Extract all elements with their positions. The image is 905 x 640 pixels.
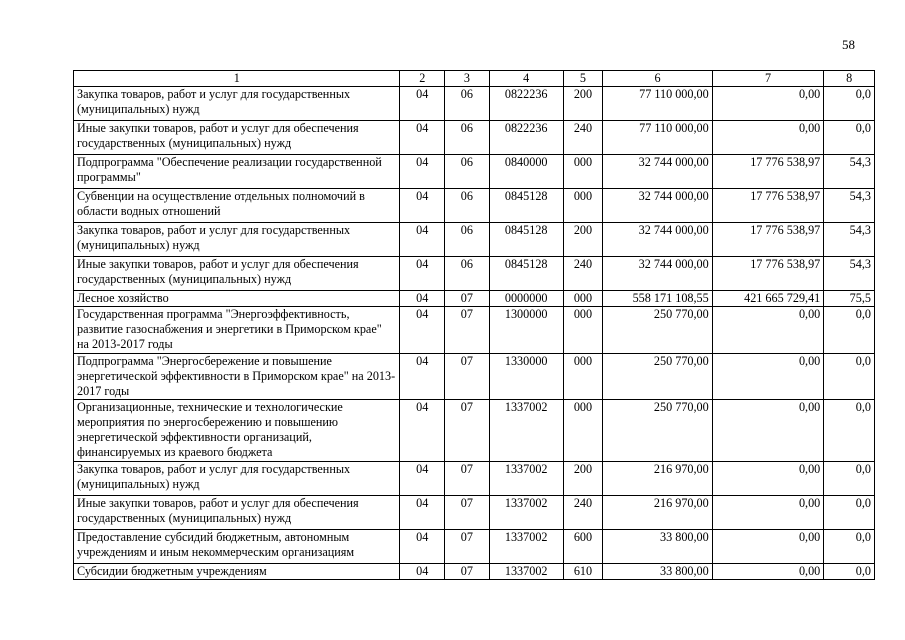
row-name-cell: Иные закупки товаров, работ и услуг для обеспечения государственных (муниципальных) нужд bbox=[74, 121, 400, 155]
column-header: 5 bbox=[563, 71, 603, 87]
table-row bbox=[74, 155, 875, 189]
target-code-cell: 1337002 bbox=[489, 400, 563, 462]
expense-type-cell: 240 bbox=[563, 121, 603, 155]
row-name-cell: Подпрограмма "Обеспечение реализации государственной программы" bbox=[74, 155, 400, 189]
target-code-cell: 0845128 bbox=[489, 257, 563, 291]
table-row bbox=[74, 462, 875, 496]
planned-amount-cell: 250 770,00 bbox=[603, 354, 713, 400]
subsection-code-cell: 07 bbox=[445, 496, 490, 530]
column-header: 6 bbox=[603, 71, 713, 87]
section-code-cell: 04 bbox=[400, 462, 445, 496]
subsection-code-cell: 07 bbox=[445, 354, 490, 400]
column-header: 8 bbox=[824, 71, 875, 87]
target-code-cell: 1337002 bbox=[489, 496, 563, 530]
planned-amount-cell: 250 770,00 bbox=[603, 400, 713, 462]
table-row bbox=[74, 291, 875, 307]
column-header: 1 bbox=[74, 71, 400, 87]
row-name-cell: Лесное хозяйство bbox=[74, 291, 400, 307]
table-row bbox=[74, 530, 875, 564]
expense-type-cell: 000 bbox=[563, 291, 603, 307]
budget-table bbox=[73, 70, 875, 580]
expense-type-cell: 000 bbox=[563, 354, 603, 400]
subsection-code-cell: 07 bbox=[445, 307, 490, 354]
executed-amount-cell: 0,00 bbox=[712, 307, 824, 354]
section-code-cell: 04 bbox=[400, 496, 445, 530]
percent-cell: 54,3 bbox=[824, 257, 875, 291]
target-code-cell: 1337002 bbox=[489, 530, 563, 564]
section-code-cell: 04 bbox=[400, 223, 445, 257]
table-row bbox=[74, 354, 875, 400]
planned-amount-cell: 32 744 000,00 bbox=[603, 257, 713, 291]
row-name-cell: Закупка товаров, работ и услуг для государственных (муниципальных) нужд bbox=[74, 87, 400, 121]
subsection-code-cell: 06 bbox=[445, 223, 490, 257]
planned-amount-cell: 32 744 000,00 bbox=[603, 155, 713, 189]
planned-amount-cell: 33 800,00 bbox=[603, 564, 713, 580]
percent-cell: 0,0 bbox=[824, 564, 875, 580]
executed-amount-cell: 0,00 bbox=[712, 121, 824, 155]
row-name-cell: Субвенции на осуществление отдельных полномочий в области водных отношений bbox=[74, 189, 400, 223]
section-code-cell: 04 bbox=[400, 87, 445, 121]
target-code-cell: 0000000 bbox=[489, 291, 563, 307]
subsection-code-cell: 06 bbox=[445, 189, 490, 223]
section-code-cell: 04 bbox=[400, 354, 445, 400]
table-row bbox=[74, 400, 875, 462]
table-row bbox=[74, 307, 875, 354]
subsection-code-cell: 07 bbox=[445, 291, 490, 307]
table-row bbox=[74, 257, 875, 291]
expense-type-cell: 000 bbox=[563, 400, 603, 462]
row-name-cell: Иные закупки товаров, работ и услуг для обеспечения государственных (муниципальных) нужд bbox=[74, 257, 400, 291]
executed-amount-cell: 0,00 bbox=[712, 87, 824, 121]
subsection-code-cell: 07 bbox=[445, 564, 490, 580]
expense-type-cell: 240 bbox=[563, 496, 603, 530]
expense-type-cell: 240 bbox=[563, 257, 603, 291]
row-name-cell: Предоставление субсидий бюджетным, автономным учреждениям и иным некоммерческим организациям bbox=[74, 530, 400, 564]
executed-amount-cell: 0,00 bbox=[712, 496, 824, 530]
percent-cell: 0,0 bbox=[824, 121, 875, 155]
row-name-cell: Иные закупки товаров, работ и услуг для обеспечения государственных (муниципальных) нужд bbox=[74, 496, 400, 530]
section-code-cell: 04 bbox=[400, 307, 445, 354]
subsection-code-cell: 07 bbox=[445, 400, 490, 462]
subsection-code-cell: 07 bbox=[445, 462, 490, 496]
header-row bbox=[74, 71, 875, 87]
section-code-cell: 04 bbox=[400, 257, 445, 291]
section-code-cell: 04 bbox=[400, 189, 445, 223]
table-row bbox=[74, 121, 875, 155]
target-code-cell: 0822236 bbox=[489, 87, 563, 121]
percent-cell: 0,0 bbox=[824, 354, 875, 400]
percent-cell: 0,0 bbox=[824, 462, 875, 496]
section-code-cell: 04 bbox=[400, 530, 445, 564]
planned-amount-cell: 32 744 000,00 bbox=[603, 223, 713, 257]
planned-amount-cell: 250 770,00 bbox=[603, 307, 713, 354]
executed-amount-cell: 17 776 538,97 bbox=[712, 223, 824, 257]
target-code-cell: 0845128 bbox=[489, 189, 563, 223]
subsection-code-cell: 07 bbox=[445, 530, 490, 564]
planned-amount-cell: 32 744 000,00 bbox=[603, 189, 713, 223]
percent-cell: 0,0 bbox=[824, 307, 875, 354]
executed-amount-cell: 17 776 538,97 bbox=[712, 155, 824, 189]
row-name-cell: Субсидии бюджетным учреждениям bbox=[74, 564, 400, 580]
executed-amount-cell: 17 776 538,97 bbox=[712, 257, 824, 291]
row-name-cell: Закупка товаров, работ и услуг для государственных (муниципальных) нужд bbox=[74, 223, 400, 257]
subsection-code-cell: 06 bbox=[445, 155, 490, 189]
subsection-code-cell: 06 bbox=[445, 121, 490, 155]
expense-type-cell: 000 bbox=[563, 189, 603, 223]
table-row bbox=[74, 189, 875, 223]
row-name-cell: Закупка товаров, работ и услуг для государственных (муниципальных) нужд bbox=[74, 462, 400, 496]
expense-type-cell: 610 bbox=[563, 564, 603, 580]
expense-type-cell: 200 bbox=[563, 87, 603, 121]
target-code-cell: 1337002 bbox=[489, 564, 563, 580]
row-name-cell: Подпрограмма "Энергосбережение и повышение энергетической эффективности в Приморском крае" на 2013-2017 годы bbox=[74, 354, 400, 400]
percent-cell: 0,0 bbox=[824, 496, 875, 530]
planned-amount-cell: 558 171 108,55 bbox=[603, 291, 713, 307]
target-code-cell: 1330000 bbox=[489, 354, 563, 400]
percent-cell: 0,0 bbox=[824, 400, 875, 462]
row-name-cell: Государственная программа "Энергоэффективность, развитие газоснабжения и энергетики в Приморском крае" на 2013-2017 годы bbox=[74, 307, 400, 354]
executed-amount-cell: 0,00 bbox=[712, 564, 824, 580]
page-number: 58 bbox=[842, 37, 855, 52]
executed-amount-cell: 0,00 bbox=[712, 400, 824, 462]
planned-amount-cell: 216 970,00 bbox=[603, 496, 713, 530]
subsection-code-cell: 06 bbox=[445, 87, 490, 121]
table-row bbox=[74, 223, 875, 257]
executed-amount-cell: 0,00 bbox=[712, 462, 824, 496]
expense-type-cell: 200 bbox=[563, 462, 603, 496]
table-row bbox=[74, 496, 875, 530]
section-code-cell: 04 bbox=[400, 121, 445, 155]
target-code-cell: 0845128 bbox=[489, 223, 563, 257]
column-header: 2 bbox=[400, 71, 445, 87]
planned-amount-cell: 77 110 000,00 bbox=[603, 121, 713, 155]
expense-type-cell: 000 bbox=[563, 155, 603, 189]
executed-amount-cell: 0,00 bbox=[712, 354, 824, 400]
table-row bbox=[74, 87, 875, 121]
column-header: 7 bbox=[712, 71, 824, 87]
expense-type-cell: 200 bbox=[563, 223, 603, 257]
target-code-cell: 1300000 bbox=[489, 307, 563, 354]
planned-amount-cell: 216 970,00 bbox=[603, 462, 713, 496]
column-header: 3 bbox=[445, 71, 490, 87]
section-code-cell: 04 bbox=[400, 564, 445, 580]
section-code-cell: 04 bbox=[400, 291, 445, 307]
planned-amount-cell: 77 110 000,00 bbox=[603, 87, 713, 121]
column-header: 4 bbox=[489, 71, 563, 87]
executed-amount-cell: 0,00 bbox=[712, 530, 824, 564]
target-code-cell: 0840000 bbox=[489, 155, 563, 189]
executed-amount-cell: 17 776 538,97 bbox=[712, 189, 824, 223]
expense-type-cell: 000 bbox=[563, 307, 603, 354]
percent-cell: 75,5 bbox=[824, 291, 875, 307]
percent-cell: 0,0 bbox=[824, 87, 875, 121]
expense-type-cell: 600 bbox=[563, 530, 603, 564]
percent-cell: 54,3 bbox=[824, 155, 875, 189]
section-code-cell: 04 bbox=[400, 400, 445, 462]
target-code-cell: 0822236 bbox=[489, 121, 563, 155]
row-name-cell: Организационные, технические и технологические мероприятия по энергосбережению и повышению энергетической эффективности организаций, финансируемых из краевого бюджета bbox=[74, 400, 400, 462]
target-code-cell: 1337002 bbox=[489, 462, 563, 496]
percent-cell: 0,0 bbox=[824, 530, 875, 564]
planned-amount-cell: 33 800,00 bbox=[603, 530, 713, 564]
percent-cell: 54,3 bbox=[824, 223, 875, 257]
table-row bbox=[74, 564, 875, 580]
executed-amount-cell: 421 665 729,41 bbox=[712, 291, 824, 307]
section-code-cell: 04 bbox=[400, 155, 445, 189]
percent-cell: 54,3 bbox=[824, 189, 875, 223]
subsection-code-cell: 06 bbox=[445, 257, 490, 291]
